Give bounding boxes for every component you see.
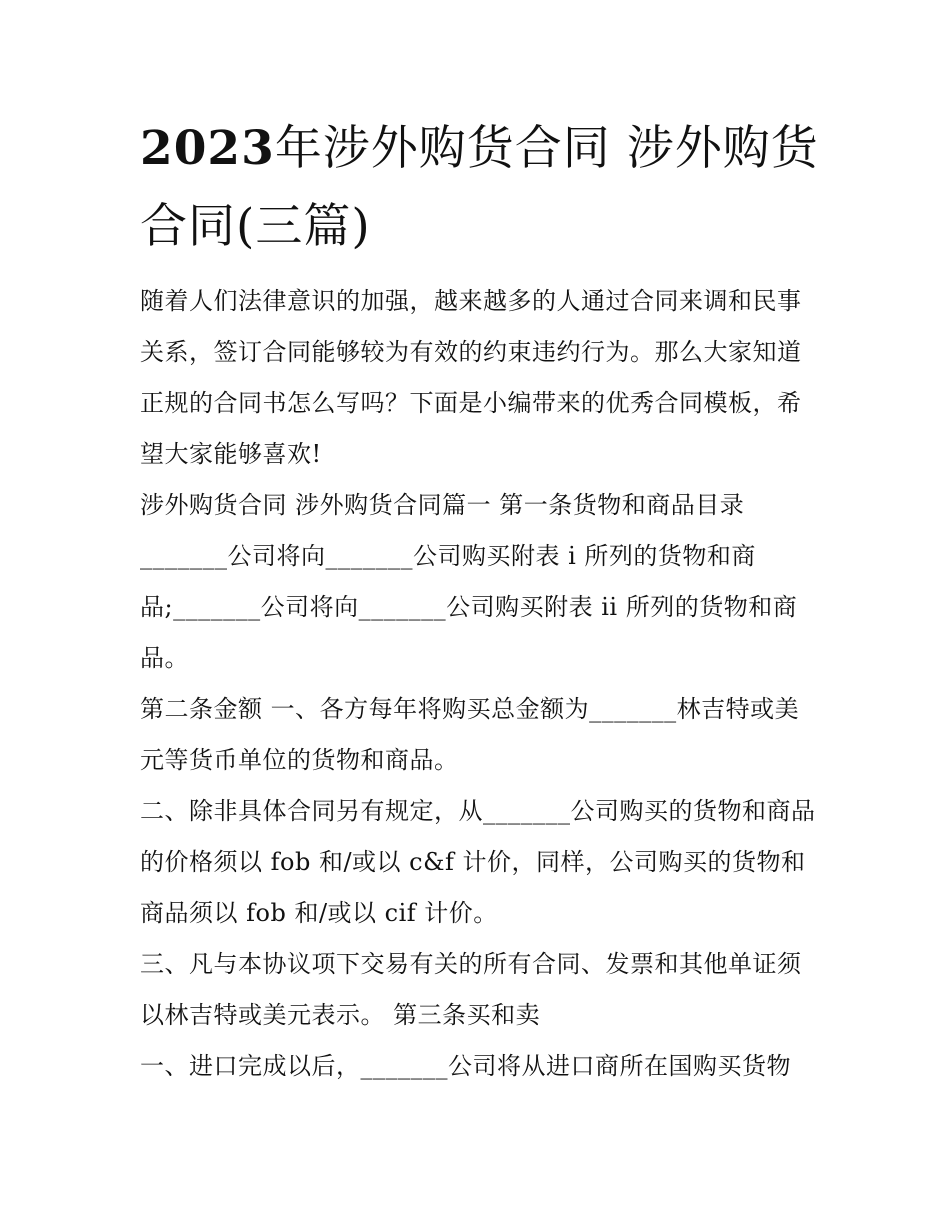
title-text: 年涉外购货合同 涉外购货合同(三篇) [140,121,819,254]
clause-paragraph: _______公司将向_______公司购买附表 i 所列的货物和商品;_______公司将向_______公司购买附表 ii 所列的货物和商品。 [140,542,798,672]
clause-paragraph: 第二条金额 一、各方每年将购买总金额为_______林吉特或美元等货币单位的货物和商品。 [140,695,800,774]
clause-paragraph: 三、凡与本协议项下交易有关的所有合同、发票和其他单证须以林吉特或美元表示。 第三条买和卖 [140,950,802,1029]
clause-paragraph: 二、除非具体合同另有规定，从_______公司购买的货物和商品的价格须以 fob 和/或以 c&f 计价，同样，公司购买的货物和商品须以 fob 和/或以 cif 计价。 [140,797,816,927]
clause-paragraph: 一、进口完成以后，_______公司将从进口商所在国购买货物 [140,1052,791,1080]
section-heading-goods: 涉外购货合同 涉外购货合同篇一 第一条货物和商品目录 [140,491,745,519]
document-body [140,276,820,1092]
document-title [140,110,820,266]
intro-paragraph: 随着人们法律意识的加强，越来越多的人通过合同来调和民事关系，签订合同能够较为有效的约束违约行为。那么大家知道正规的合同书怎么写吗？下面是小编带来的优秀合同模板，希望大家能够喜欢! [140,287,802,468]
title-year: 2023 [140,121,275,176]
